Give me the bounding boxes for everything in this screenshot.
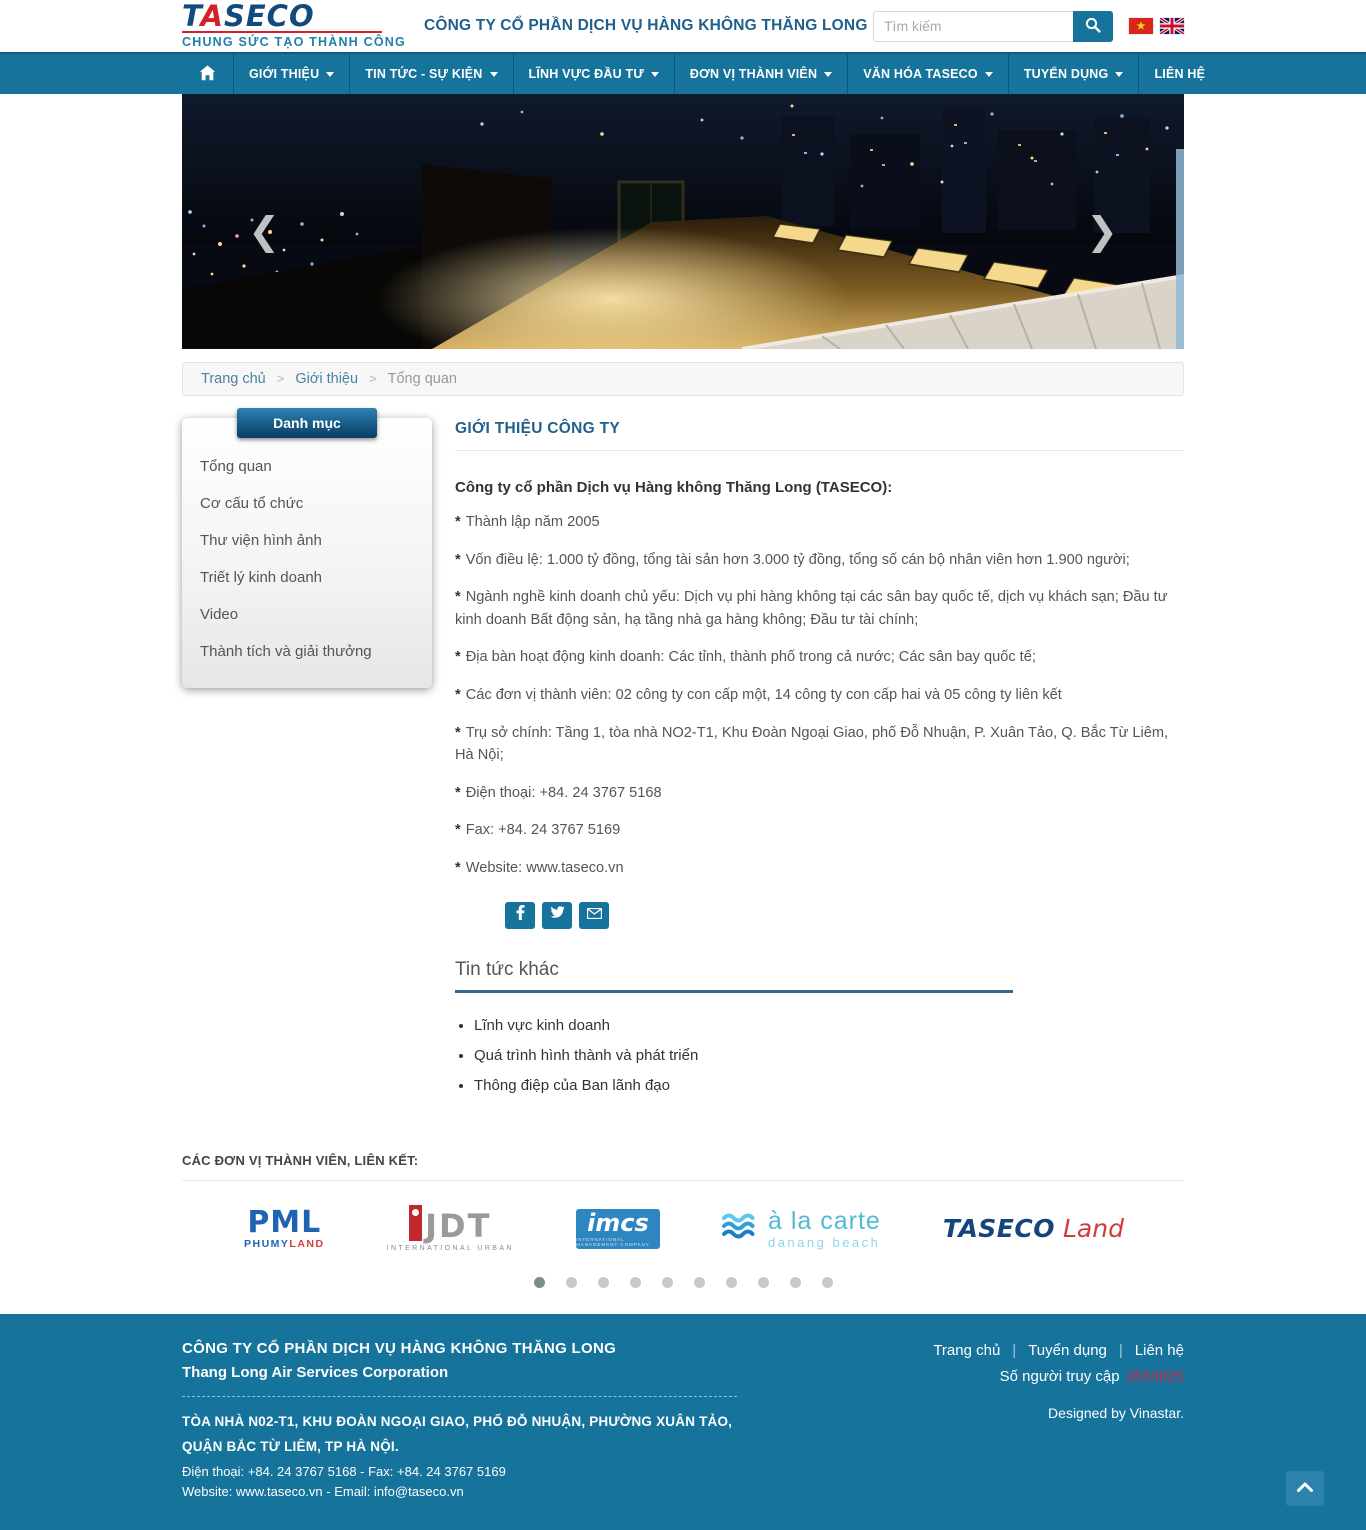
bullet-star: * [455,551,461,568]
breadcrumb [182,362,1184,396]
bullet-star: * [455,514,461,530]
carousel-dot[interactable] [598,1277,609,1288]
footer-web-line: Website: www.taseco.vn - Email: info@taseco.vn [182,1483,464,1499]
search-icon [1085,17,1101,36]
partners-label: CÁC ĐƠN VỊ THÀNH VIÊN, LIÊN KẾT: [182,1152,419,1168]
sidebar-item-co-cau[interactable]: Cơ cấu tổ chức [200,495,304,512]
caret-down-icon [326,72,334,77]
carousel-dot[interactable] [758,1277,769,1288]
social-share-row [505,902,1184,929]
search-button[interactable] [1073,11,1113,42]
logo-tagline: CHUNG SỨC TẠO THÀNH CÔNG [182,35,406,50]
news-link-qua-trinh[interactable]: • Quá trình hình thành và phát triển [474,1047,1184,1064]
footer [0,1314,1366,1530]
fact-line: * Fax: +84. 24 3767 5169 [455,822,621,839]
carousel-dot[interactable] [630,1277,641,1288]
nav-home[interactable] [182,54,234,94]
footer-credit: Designed by Vinastar. [1048,1404,1184,1421]
nav-lien-he[interactable]: LIÊN HỆ [1154,67,1206,81]
footer-divider [182,1396,737,1397]
caret-down-icon [824,72,832,77]
caret-down-icon [651,72,659,77]
carousel-dot[interactable] [822,1277,833,1288]
news-link-thong-diep[interactable]: • Thông điệp của Ban lãnh đạo [474,1077,1184,1094]
nav-gioi-thieu[interactable]: GIỚI THIỆU [234,54,350,94]
carousel-next-icon[interactable] [1082,206,1122,256]
fact-line: * Website: www.taseco.vn [455,860,624,877]
search-bar [873,11,1184,42]
email-share-button[interactable] [579,902,609,929]
hero-carousel [182,94,1184,349]
footer-phone-line: Điện thoại: +84. 24 3767 5168 - Fax: +84. 24 3767 5169 [182,1463,506,1479]
nav-tin-tuc[interactable]: TIN TỨC - SỰ KIỆN [350,54,513,94]
sidebar-item-video[interactable]: Video [200,606,239,623]
visitor-count: 2833825 [1125,1367,1184,1385]
intro-heading: Công ty cổ phần Dịch vụ Hàng không Thăng Long (TASECO): [455,479,893,496]
taseco-logo[interactable] [182,0,410,50]
title-divider [455,450,1184,451]
carousel-dot[interactable] [534,1277,545,1288]
site-header [182,0,1184,52]
footer-address-1: TÒA NHÀ N02-T1, KHU ĐOÀN NGOẠI GIAO, PHỐ ĐỖ NHUẬN, PHƯỜNG XUÂN TẢO, [182,1413,733,1429]
search-input[interactable] [873,11,1073,42]
vietnam-flag-icon[interactable] [1129,18,1153,34]
carousel-dot[interactable] [566,1277,577,1288]
sidebar-title: Danh mục [237,408,377,438]
bullet-star: * [455,784,461,801]
nav-don-vi[interactable]: ĐƠN VỊ THÀNH VIÊN [675,54,848,94]
sidebar-item-triet-ly[interactable]: Triết lý kinh doanh [200,569,323,586]
other-news-underline [455,990,1013,993]
partner-logo-jdt[interactable]: JDT INTERNATIONAL URBAN [387,1205,514,1252]
fact-line: * Các đơn vị thành viên: 02 công ty con cấp một, 14 công ty con cấp hai và 05 công ty liên kết [455,687,1062,704]
bullet-star: * [455,860,461,877]
bullet-star: * [455,649,461,666]
footer-address-2: QUẬN BẮC TỪ LIÊM, TP HÀ NỘI. [182,1438,399,1454]
uk-flag-icon[interactable] [1160,18,1184,34]
bullet-star: * [455,822,461,839]
footer-company-vi: CÔNG TY CỔ PHẦN DỊCH VỤ HÀNG KHÔNG THĂNG LONG [182,1339,617,1357]
fact-line: * Thành lập năm 2005 [455,514,600,530]
home-icon [199,65,216,84]
facebook-icon [516,905,525,925]
sidebar-item-tong-quan[interactable]: Tổng quan [200,458,272,475]
breadcrumb-gioi-thieu[interactable]: > Giới thiệu [266,371,358,387]
partners-carousel [182,1153,1184,1294]
footer-link-lien-he[interactable]: | Liên hệ [1107,1342,1184,1359]
page-title: GIỚI THIỆU CÔNG TY [455,420,621,437]
fact-line: * Vốn điều lệ: 1.000 tỷ đồng, tổng tài sản hơn 3.000 tỷ đồng, tổng số cán bộ nhân viên hơn 1.900 người; [455,551,1130,568]
hero-night-terrace-image [182,94,1184,349]
fact-line: * Địa bàn hoạt động kinh doanh: Các tỉnh, thành phố trong cả nước; Các sân bay quốc tế; [455,649,1036,666]
carousel-prev-icon[interactable] [244,206,284,256]
nav-van-hoa[interactable]: VĂN HÓA TASECO [848,54,1009,94]
company-title: CÔNG TY CỔ PHẦN DỊCH VỤ HÀNG KHÔNG THĂNG LONG [424,17,868,34]
sidebar-item-thanh-tich[interactable]: Thành tích và giải thưởng [200,643,372,660]
carousel-dot[interactable] [694,1277,705,1288]
chevron-up-icon [1297,1479,1313,1497]
sidebar-menu [182,415,432,688]
fact-line: * Điện thoại: +84. 24 3767 5168 [455,784,662,801]
main-content [455,414,1184,1107]
other-news-title: Tin tức khác [455,958,559,980]
waves-icon [722,1211,760,1246]
bullet-star: * [455,589,461,606]
breadcrumb-home[interactable]: Trang chủ [201,371,266,387]
twitter-icon [550,906,565,924]
jdt-bar-icon [409,1205,422,1241]
footer-link-tuyen-dung[interactable]: | Tuyển dụng [1000,1342,1107,1359]
breadcrumb-current: > Tổng quan [358,371,457,387]
scroll-to-top-button[interactable] [1286,1471,1324,1506]
partner-logo-alacarte[interactable]: à la carte danang beach [722,1209,881,1249]
nav-linh-vuc[interactable]: LĨNH VỰC ĐẦU TƯ [514,54,675,94]
carousel-dot[interactable] [662,1277,673,1288]
nav-tuyen-dung[interactable]: TUYỂN DỤNG [1009,54,1140,94]
taseco-logo-word: TASECO [182,0,315,33]
carousel-dot[interactable] [790,1277,801,1288]
partner-logo-tasecoland[interactable]: TASECO Land [942,1214,1124,1244]
footer-link-trang-chu[interactable]: Trang chủ [933,1341,1001,1359]
fact-line: * Trụ sở chính: Tầng 1, tòa nhà NO2-T1, Khu Đoàn Ngoại Giao, phố Đỗ Nhuận, P. Xuân Tảo, Q. Bắc Từ Liêm, Hà Nội; [455,724,1169,764]
carousel-dot[interactable] [726,1277,737,1288]
bullet-star: * [455,687,461,704]
other-news-section [455,959,1184,1094]
twitter-share-button[interactable] [542,902,572,929]
main-nav [0,52,1366,94]
partner-logo-imcs[interactable]: imcs INTERNATIONAL MANAGEMENT COMPANY [576,1209,660,1249]
news-link-linh-vuc[interactable]: • Lĩnh vực kinh doanh [474,1017,1184,1034]
bullet-star: * [455,724,461,741]
partner-logo-phumyland[interactable]: PML PHUMYLAND [244,1204,325,1250]
facebook-share-button[interactable] [505,902,535,929]
envelope-icon [587,906,602,924]
visitor-counter: Số người truy cập 2833825 [999,1367,1184,1385]
footer-company-en: Thang Long Air Services Corporation [182,1363,449,1381]
fact-line: * Ngành nghề kinh doanh chủ yếu: Dịch vụ phi hàng không tại các sân bay quốc tế, dịch vụ khách sạn; Đầu tư kinh doanh Bất động sản, hạ tầng nhà ga hàng không; Đầu tư tài chính; [455,589,1168,628]
caret-down-icon [490,72,498,77]
sidebar-item-thu-vien[interactable]: Thư viện hình ảnh [200,532,322,549]
carousel-dots [182,1277,1184,1288]
caret-down-icon [985,72,993,77]
caret-down-icon [1115,72,1123,77]
